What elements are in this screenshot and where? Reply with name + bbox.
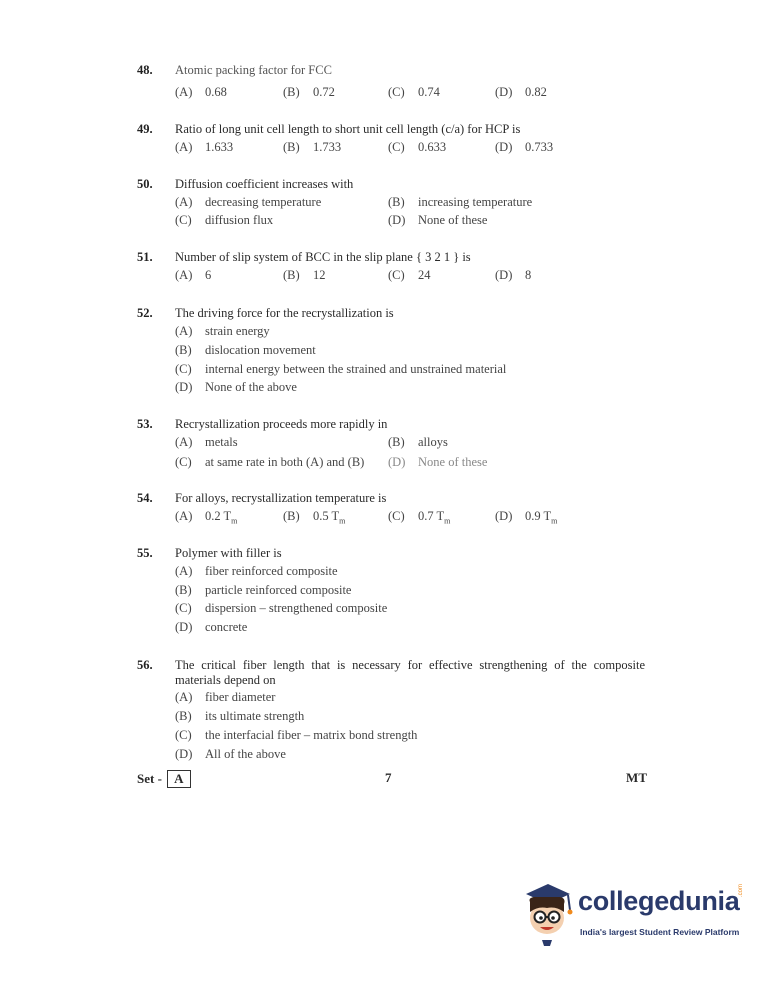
option-c: (C) 0.633 [388,140,447,154]
question-stem: The critical fiber length that is necessary for effective strengthening of the composite materials depend on [175,658,645,687]
option-c: (C) 0.74 [388,85,440,99]
question-number: 53. [137,417,153,431]
set-value-box: A [167,770,190,788]
brand-name: collegedunia [578,886,740,916]
question-50 [137,177,647,233]
question-stem: Number of slip system of BCC in the slip plane { 3 2 1 } is [175,250,471,264]
option-b: (B) alloys [388,435,448,449]
question-number: 56. [137,658,153,672]
option-a: (A) metals [175,435,238,449]
option-b: (B) dislocation movement [175,343,316,357]
question-53 [137,417,647,473]
brand-domain: .com [738,883,744,897]
option-a: (A) strain energy [175,324,270,338]
option-b: (B) increasing temperature [388,195,533,209]
option-b: (B) its ultimate strength [175,709,305,723]
option-c: (C) internal energy between the strained and unstrained material [175,362,507,376]
question-stem: Atomic packing factor for FCC [175,63,332,77]
set-indicator [137,770,191,788]
question-number: 52. [137,306,153,320]
question-stem: Ratio of long unit cell length to short unit cell length (c/a) for HCP is [175,122,521,136]
option-c: (C) 0.7 $T_m$ [388,509,451,526]
option-c: (C) 24 [388,268,431,282]
question-56 [137,658,647,763]
option-d: (D) 0.733 [495,140,554,154]
collegedunia-logo [520,880,750,950]
option-a: (A) 0.2 $T_m$ [175,509,238,526]
set-label: Set - [137,771,162,786]
option-a: (A) decreasing temperature [175,195,322,209]
question-51 [137,250,647,290]
option-c: (C) diffusion flux [175,213,274,227]
question-49 [137,122,647,162]
question-stem: Diffusion coefficient increases with [175,177,354,191]
question-stem: The driving force for the recrystallization is [175,306,394,320]
option-b: (B) 0.5 $T_m$ [283,509,346,526]
question-number: 48. [137,63,153,77]
question-48 [137,63,647,103]
mascot-icon [520,880,578,950]
option-c: (C) dispersion – strengthened composite [175,601,388,615]
option-d: (D) All of the above [175,747,286,761]
question-number: 54. [137,491,153,505]
option-a: (A) 0.68 [175,85,227,99]
option-b: (B) 12 [283,268,326,282]
option-d: (D) None of these [388,455,488,469]
question-54 [137,491,647,531]
option-d: (D) None of these [388,213,488,227]
option-a: (A) fiber diameter [175,690,276,704]
brand-tagline: India's largest Student Review Platform [580,927,740,937]
option-d: (D) None of the above [175,380,297,394]
question-number: 51. [137,250,153,264]
option-d: (D) 8 [495,268,532,282]
question-52 [137,306,647,401]
option-c: (C) at same rate in both (A) and (B) [175,455,365,469]
subject-code: MT [626,770,647,785]
question-stem: Recrystallization proceeds more rapidly in [175,417,388,431]
option-c: (C) the interfacial fiber – matrix bond strength [175,728,418,742]
question-stem: For alloys, recrystallization temperature is [175,491,387,505]
option-a: (A) 6 [175,268,212,282]
question-number: 55. [137,546,153,560]
option-b: (B) 0.72 [283,85,335,99]
option-a: (A) fiber reinforced composite [175,564,338,578]
question-number: 50. [137,177,153,191]
option-d: (D) concrete [175,620,248,634]
option-b: (B) 1.733 [283,140,342,154]
option-d: (D) 0.9 $T_m$ [495,509,558,526]
option-d: (D) 0.82 [495,85,547,99]
option-b: (B) particle reinforced composite [175,583,352,597]
question-stem: Polymer with filler is [175,546,282,560]
page-footer [137,770,647,790]
question-number: 49. [137,122,153,136]
question-55 [137,546,647,641]
page-number: 7 [385,770,392,785]
option-a: (A) 1.633 [175,140,234,154]
